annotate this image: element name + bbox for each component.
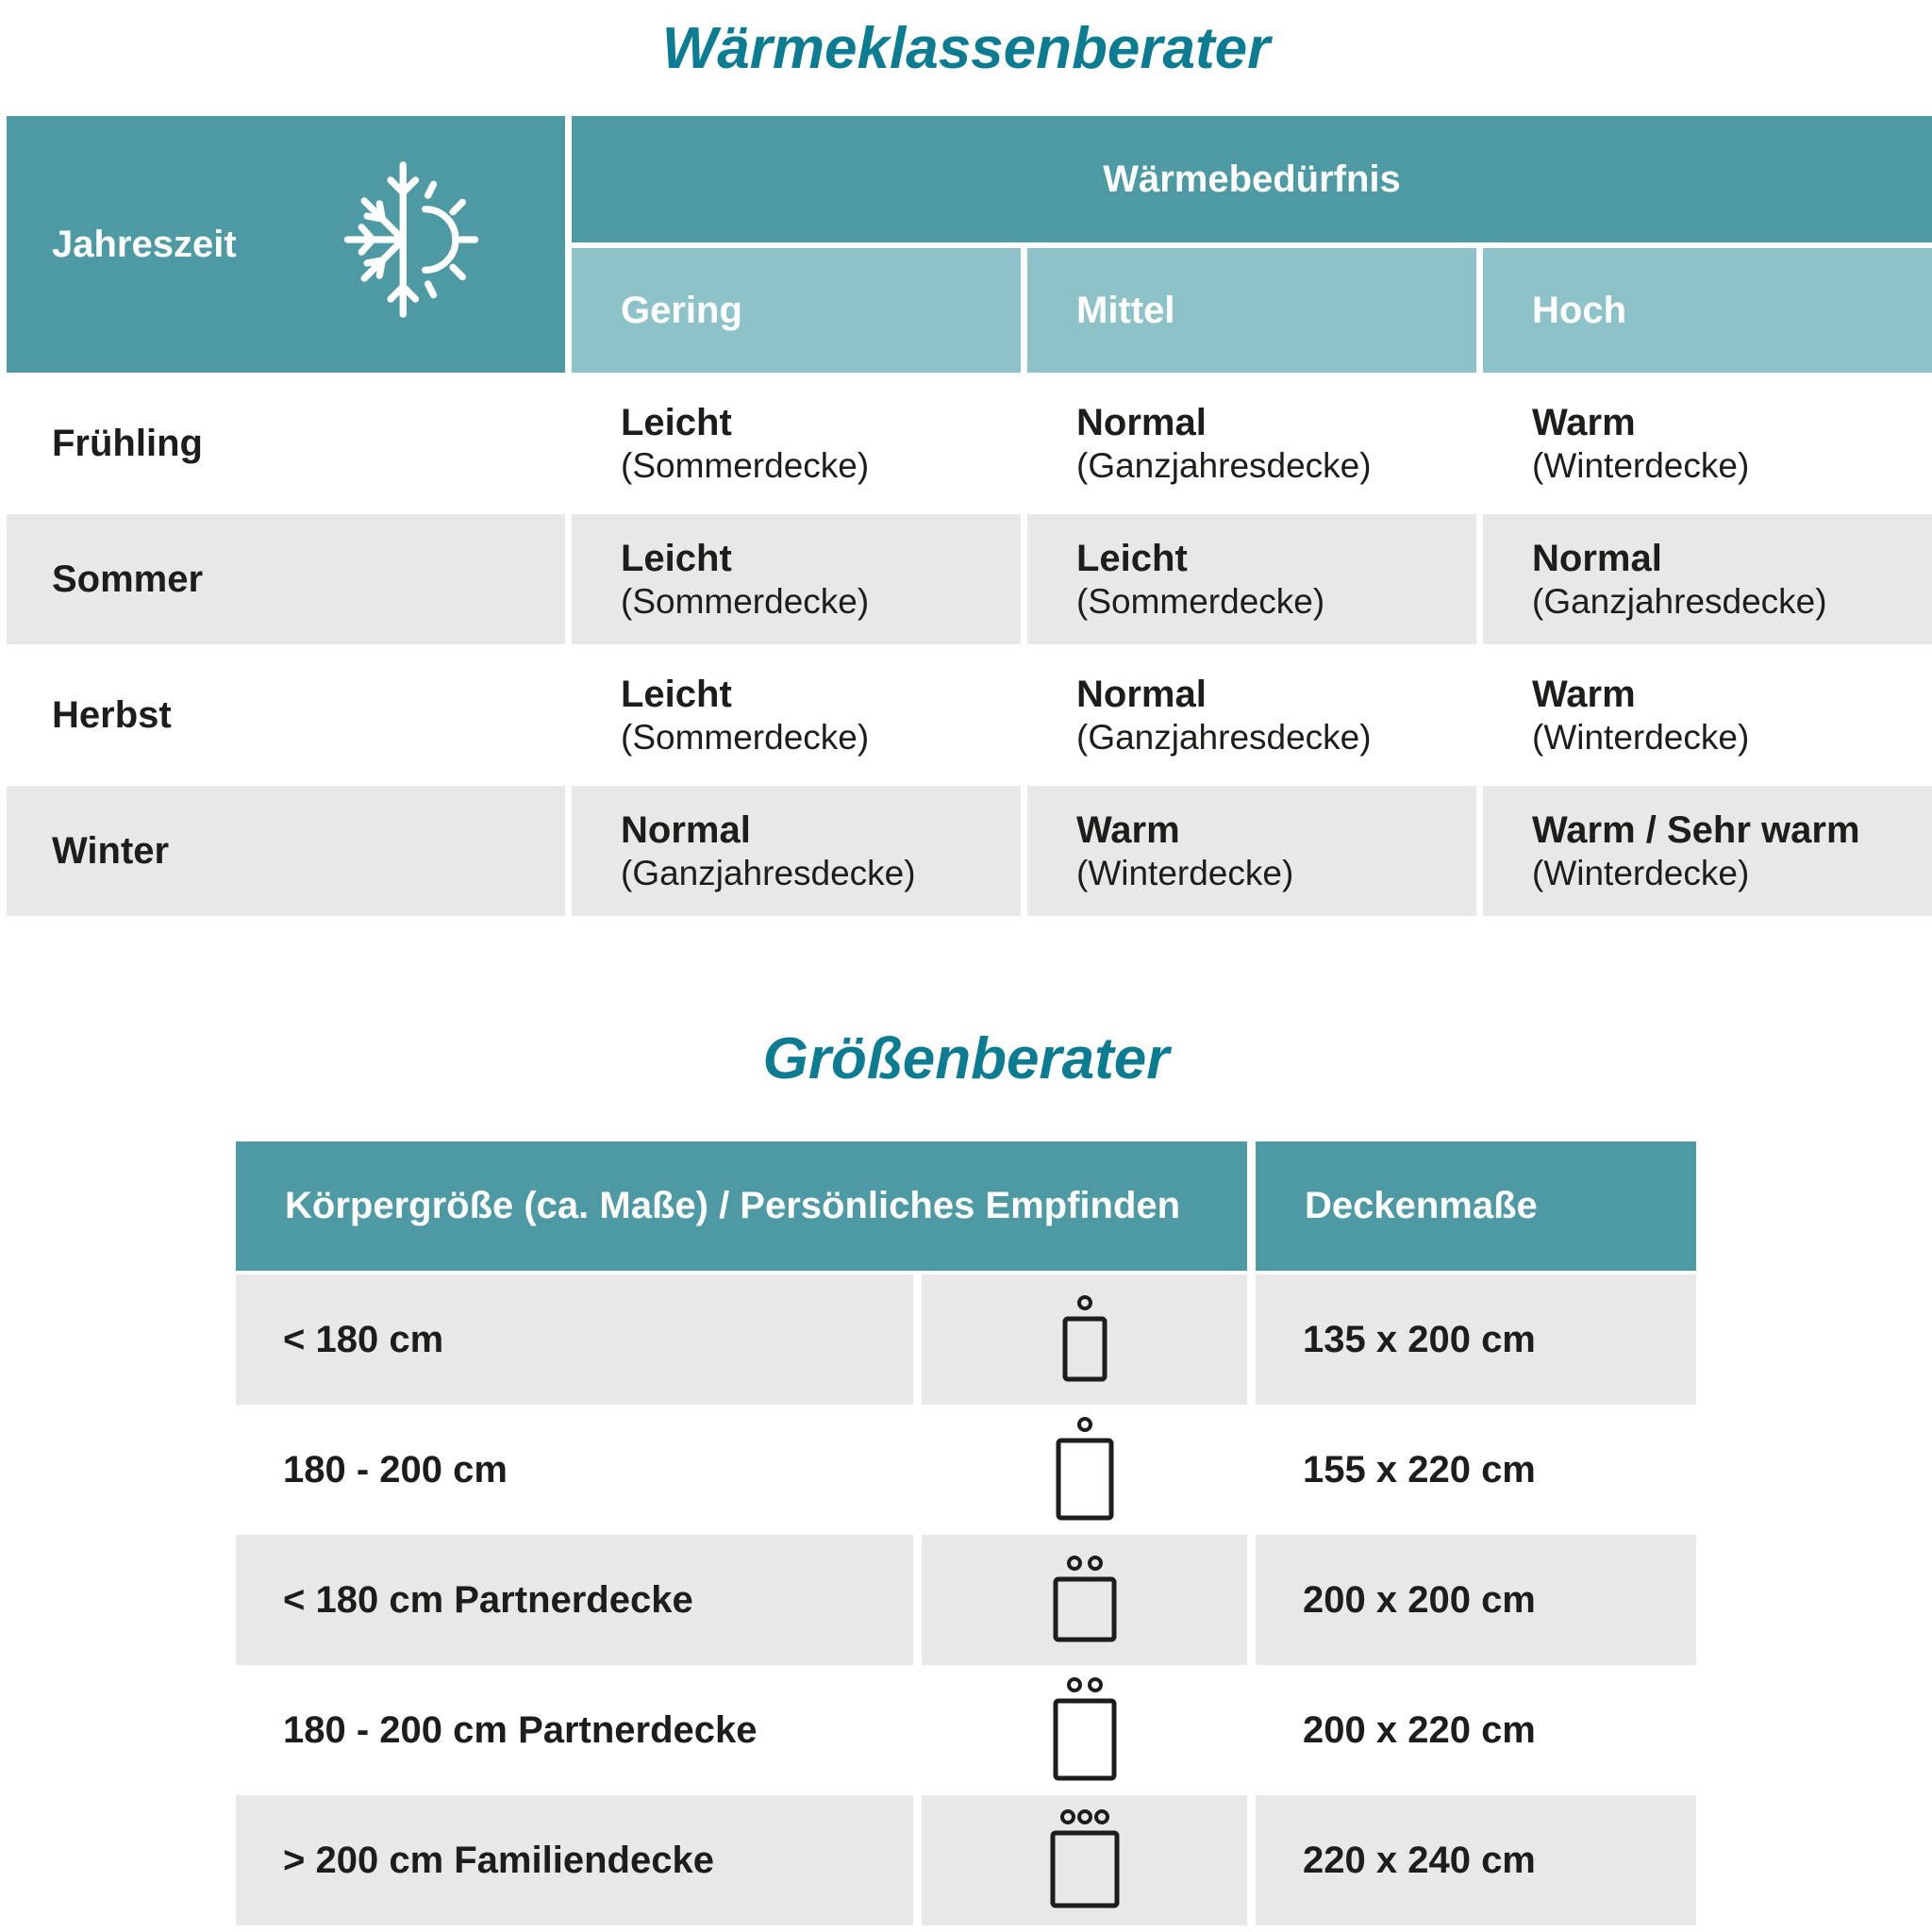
size-row-label: > 200 cm Familiendecke bbox=[236, 1795, 913, 1925]
season-header-label: Jahreszeit bbox=[52, 223, 237, 265]
warmth-cell bbox=[1483, 514, 1932, 644]
level-header-mittel: Mittel bbox=[1027, 248, 1476, 373]
size-table-body bbox=[236, 1274, 1696, 1925]
warmth-cell bbox=[1027, 378, 1476, 508]
size-row-label: < 180 cm bbox=[236, 1274, 913, 1405]
blanket-size-value: 135 x 200 cm bbox=[1256, 1274, 1696, 1405]
blanket-type: (Sommerdecke) bbox=[621, 581, 870, 621]
warmth-class: Warm bbox=[1532, 401, 1636, 443]
blanket-size-value: 200 x 200 cm bbox=[1256, 1535, 1696, 1665]
blanket-size-value: 155 x 220 cm bbox=[1256, 1405, 1696, 1535]
warmth-cell bbox=[1027, 786, 1476, 916]
warmth-cell bbox=[572, 650, 1021, 780]
warmth-cell bbox=[1027, 514, 1476, 644]
size-table-header bbox=[236, 1141, 1696, 1271]
warmth-cell bbox=[1483, 650, 1932, 780]
blanket-type: (Winterdecke) bbox=[1532, 717, 1750, 757]
blanket-type: (Winterdecke) bbox=[1532, 445, 1750, 485]
warmth-cell bbox=[1483, 378, 1932, 508]
blanket-type: (Sommerdecke) bbox=[621, 717, 870, 757]
warmth-class: Leicht bbox=[621, 537, 732, 579]
need-header-cell: Wärmebedürfnis bbox=[572, 116, 1932, 242]
blanket-type: (Winterdecke) bbox=[1532, 853, 1750, 892]
blanket-size-value: 220 x 240 cm bbox=[1256, 1795, 1696, 1925]
single-blanket-small-icon bbox=[922, 1274, 1247, 1405]
warmth-class: Normal bbox=[621, 808, 751, 851]
blanket-type: (Ganzjahresdecke) bbox=[1532, 581, 1827, 621]
warmth-class: Normal bbox=[1076, 401, 1207, 443]
blanket-size-header-cell: Deckenmaße bbox=[1256, 1141, 1696, 1271]
warmth-class: Normal bbox=[1532, 537, 1662, 579]
blanket-type: (Ganzjahresdecke) bbox=[1076, 717, 1372, 757]
warmth-table-title: Wärmeklassenberater bbox=[661, 16, 1271, 81]
warmth-cell bbox=[1027, 650, 1476, 780]
season-label-herbst: Herbst bbox=[7, 650, 565, 780]
warmth-class: Normal bbox=[1076, 673, 1207, 715]
warmth-cell bbox=[572, 514, 1021, 644]
blanket-type: (Sommerdecke) bbox=[621, 445, 870, 485]
level-header-gering: Gering bbox=[572, 248, 1021, 373]
warmth-class: Leicht bbox=[621, 673, 732, 715]
warmth-cell bbox=[572, 378, 1021, 508]
single-blanket-large-icon bbox=[922, 1405, 1247, 1535]
size-table bbox=[236, 1141, 1696, 1925]
family-blanket-icon bbox=[922, 1795, 1247, 1925]
warmth-table bbox=[7, 116, 1925, 916]
warmth-class: Warm / Sehr warm bbox=[1532, 808, 1860, 851]
blanket-size-value: 200 x 220 cm bbox=[1256, 1665, 1696, 1795]
warmth-class: Warm bbox=[1532, 673, 1636, 715]
blanket-type: (Ganzjahresdecke) bbox=[1076, 445, 1372, 485]
season-header-cell bbox=[7, 116, 565, 373]
warmth-class: Warm bbox=[1076, 808, 1180, 851]
warmth-cell bbox=[1483, 786, 1932, 916]
season-label-sommer: Sommer bbox=[7, 514, 565, 644]
size-table-title: Größenberater bbox=[762, 1026, 1170, 1091]
snowflake-sun-icon bbox=[331, 157, 497, 332]
body-height-header-cell: Körpergröße (ca. Maße) / Persönliches Empfinden bbox=[236, 1141, 1247, 1271]
warmth-class: Leicht bbox=[621, 401, 732, 443]
warmth-cell bbox=[572, 786, 1021, 916]
size-row-label: 180 - 200 cm Partnerdecke bbox=[236, 1665, 913, 1795]
blanket-type: (Sommerdecke) bbox=[1076, 581, 1325, 621]
partner-blanket-small-icon bbox=[922, 1535, 1247, 1665]
size-row-label: < 180 cm Partnerdecke bbox=[236, 1535, 913, 1665]
blanket-type: (Ganzjahresdecke) bbox=[621, 853, 916, 892]
season-label-fruehling: Frühling bbox=[7, 378, 565, 508]
size-row-label: 180 - 200 cm bbox=[236, 1405, 913, 1535]
warmth-class: Leicht bbox=[1076, 537, 1188, 579]
season-label-winter: Winter bbox=[7, 786, 565, 916]
partner-blanket-large-icon bbox=[922, 1665, 1247, 1795]
blanket-type: (Winterdecke) bbox=[1076, 853, 1294, 892]
level-header-hoch: Hoch bbox=[1483, 248, 1932, 373]
